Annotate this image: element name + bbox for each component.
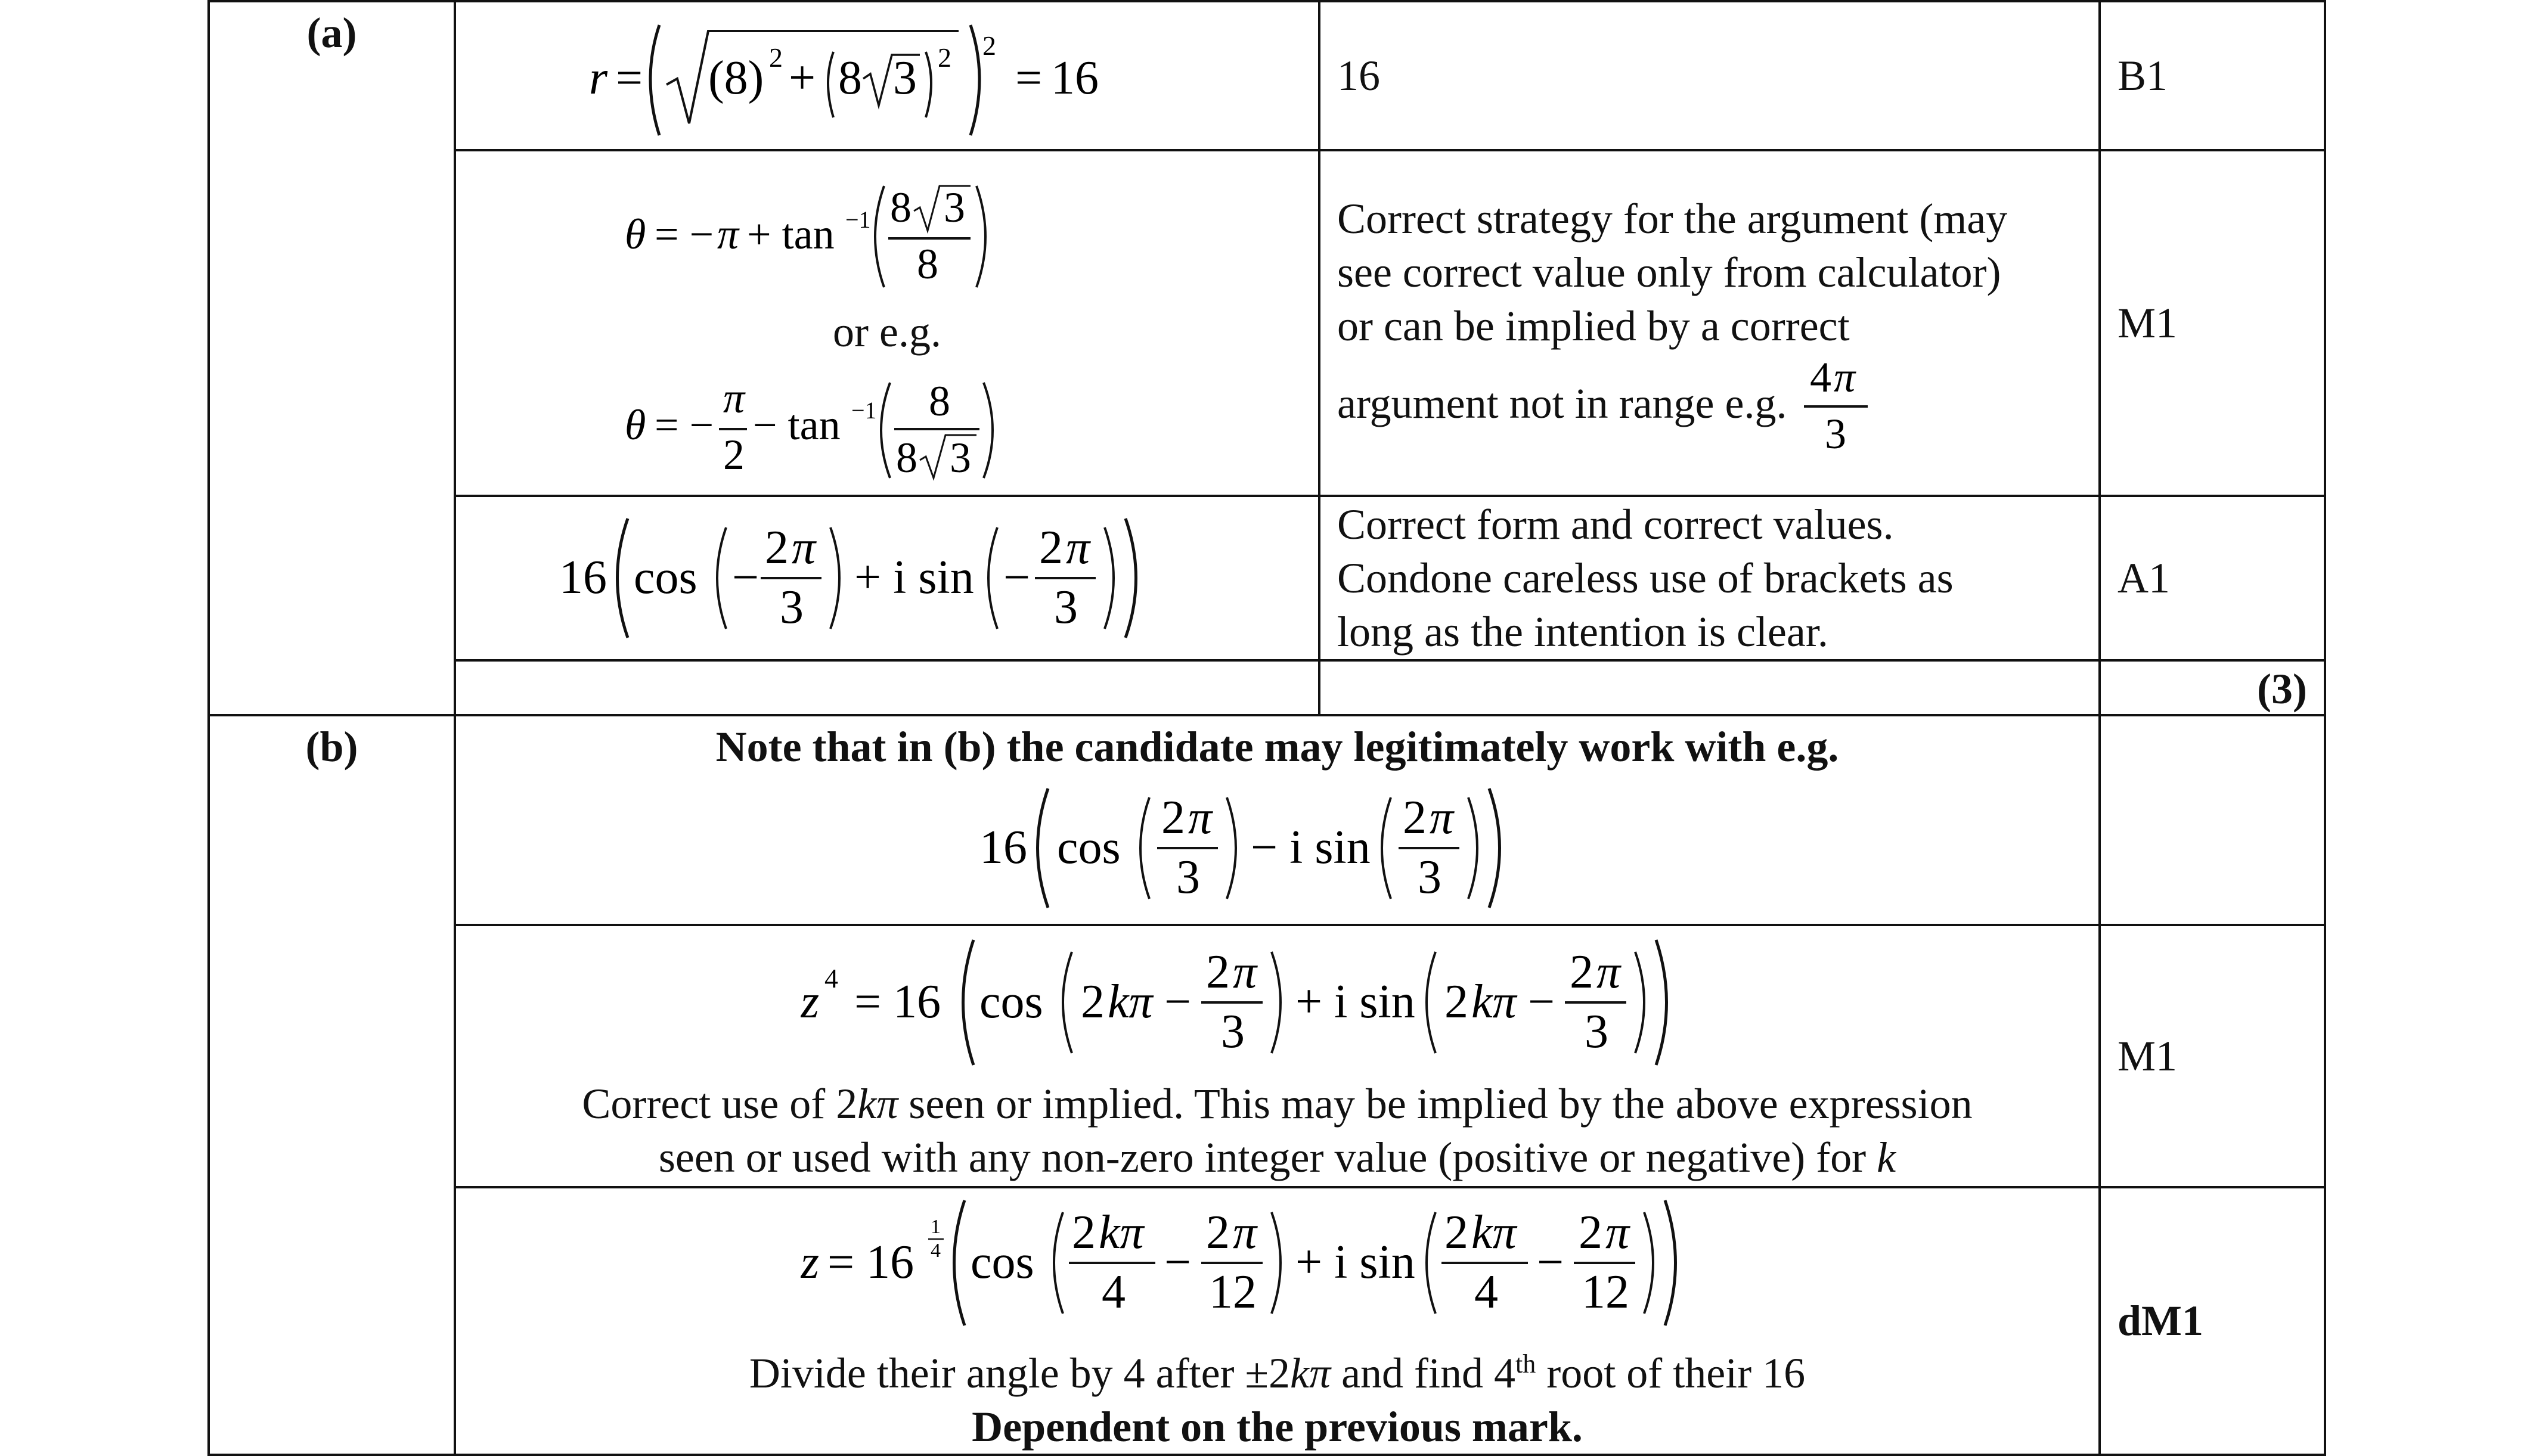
svg-text:−1: −1 <box>851 397 877 424</box>
part-total: (3) <box>2100 660 2325 715</box>
svg-text:− i sin: − i sin <box>1250 821 1371 874</box>
mark-a1: A1 <box>2100 496 2325 660</box>
svg-text:π: π <box>1188 791 1212 844</box>
part-label: (b) <box>209 715 455 1455</box>
equation-conjugate-form <box>979 774 1576 923</box>
svg-text:16: 16 <box>979 821 1027 874</box>
svg-text:4: 4 <box>1810 353 1832 401</box>
svg-text:2: 2 <box>1402 791 1427 844</box>
svg-text:3: 3 <box>1584 1005 1608 1058</box>
svg-text:2: 2 <box>1578 1206 1602 1259</box>
kpi-note-line-1: Correct use of 2kπ seen or implied. This may be implied by the above expression <box>582 1080 1973 1128</box>
svg-text:π: π <box>717 210 739 258</box>
svg-text:16: 16 <box>559 551 607 604</box>
svg-text:z: z <box>800 1236 819 1289</box>
table-row <box>209 496 2325 660</box>
svg-text:θ: θ <box>625 401 646 449</box>
svg-text:π: π <box>1596 946 1620 998</box>
svg-text:8: 8 <box>896 434 917 482</box>
table-row <box>209 660 2325 715</box>
svg-text:cos: cos <box>634 551 697 604</box>
svg-text:π: π <box>1232 1206 1257 1259</box>
svg-text:3: 3 <box>1054 581 1078 634</box>
svg-text:2: 2 <box>1444 976 1468 1028</box>
svg-text:π: π <box>792 521 816 574</box>
svg-text:π: π <box>1429 791 1453 844</box>
svg-text:−: − <box>1527 976 1555 1028</box>
svg-text:kπ: kπ <box>1471 976 1517 1028</box>
note-line: argument not in range e.g. <box>1337 380 1787 427</box>
svg-text:3: 3 <box>780 581 804 634</box>
svg-text:4: 4 <box>824 963 838 994</box>
svg-text:kπ: kπ <box>1098 1206 1144 1259</box>
svg-text:kπ: kπ <box>1107 976 1153 1028</box>
equation-modulus <box>455 1 1319 150</box>
svg-text:2: 2 <box>938 42 951 73</box>
svg-text:3: 3 <box>1825 410 1847 454</box>
equation-argument <box>455 150 1319 496</box>
svg-text:8: 8 <box>890 184 912 231</box>
note-line: or can be implied by a correct <box>1337 302 1850 350</box>
svg-text:8: 8 <box>929 377 950 425</box>
svg-text:1: 1 <box>930 1216 941 1238</box>
svg-text:= −: = − <box>655 401 714 449</box>
svg-text:3: 3 <box>893 52 917 104</box>
svg-text:4: 4 <box>930 1240 941 1262</box>
note-cell <box>455 715 2100 925</box>
equation-z4 <box>801 928 1754 1077</box>
svg-text:+ i sin: + i sin <box>1295 976 1415 1028</box>
argument-note <box>1319 150 2100 496</box>
svg-text:= 16: = 16 <box>827 1236 914 1289</box>
svg-text:kπ: kπ <box>1471 1206 1517 1259</box>
note-line: Correct form and correct values. <box>1337 501 1894 548</box>
svg-text:2: 2 <box>1205 1206 1230 1259</box>
table-row <box>209 925 2325 1187</box>
svg-text:+ i sin: + i sin <box>854 551 974 604</box>
table-row <box>209 150 2325 496</box>
mark-scheme-table <box>207 0 2326 1456</box>
answer-value: 16 <box>1319 1 2100 150</box>
svg-text:=: = <box>1015 52 1043 104</box>
svg-text:2: 2 <box>1080 976 1105 1028</box>
svg-text:2: 2 <box>1161 791 1185 844</box>
equation-polar-form <box>455 496 1319 660</box>
note-line: see correct value only from calculator) <box>1337 249 2001 296</box>
part-label: (a) <box>209 1 455 715</box>
svg-text:+ i sin: + i sin <box>1295 1236 1415 1289</box>
svg-text:−: − <box>1536 1236 1564 1289</box>
svg-text:2: 2 <box>1039 521 1063 574</box>
svg-text:12: 12 <box>1208 1266 1257 1318</box>
or-text: or e.g. <box>833 308 941 356</box>
svg-text:8: 8 <box>917 240 938 288</box>
svg-text:π: π <box>1834 353 1856 401</box>
note-line: Correct strategy for the argument (may <box>1337 195 2008 243</box>
form-note <box>1319 496 2100 660</box>
svg-text:8: 8 <box>838 52 862 104</box>
svg-text:−: − <box>732 551 759 604</box>
kpi-cell <box>455 925 2100 1187</box>
svg-text:= 16: = 16 <box>854 976 941 1028</box>
mark-m1: M1 <box>2100 925 2325 1187</box>
table-row <box>209 1187 2325 1455</box>
dependent-note: Dependent on the previous mark. <box>972 1403 1583 1451</box>
svg-text:4: 4 <box>1101 1266 1126 1318</box>
svg-text:− tan: − tan <box>753 401 841 449</box>
svg-text:2: 2 <box>982 30 996 61</box>
svg-text:z: z <box>800 976 819 1028</box>
svg-text:−: − <box>1164 976 1191 1028</box>
svg-text:cos: cos <box>1056 821 1121 874</box>
mark-m1: M1 <box>2100 150 2325 496</box>
fraction-4pi-3 <box>1801 353 1872 454</box>
svg-text:2: 2 <box>769 42 783 73</box>
svg-text:π: π <box>1232 946 1257 998</box>
svg-text:+: + <box>789 52 816 104</box>
svg-text:2: 2 <box>1205 946 1230 998</box>
svg-text:2: 2 <box>765 521 789 574</box>
table-row <box>209 715 2325 925</box>
note-line: long as the intention is clear. <box>1337 608 1828 656</box>
modulus-result: 16 <box>1051 52 1099 104</box>
svg-text:3: 3 <box>1220 1005 1245 1058</box>
svg-text:3: 3 <box>1417 851 1441 904</box>
svg-text:3: 3 <box>944 184 965 231</box>
svg-text:(8): (8) <box>708 52 764 104</box>
note-line: Condone careless use of brackets as <box>1337 554 1954 602</box>
svg-text:π: π <box>1066 521 1090 574</box>
kpi-note-line-2: seen or used with any non-zero integer value (positive or negative) for k <box>658 1134 1896 1181</box>
svg-text:π: π <box>723 374 745 422</box>
mark-dm1: dM1 <box>2100 1187 2325 1455</box>
svg-text:2: 2 <box>1071 1206 1096 1259</box>
svg-text:−1: −1 <box>845 206 871 233</box>
svg-text:4: 4 <box>1474 1266 1498 1318</box>
mark-b1: B1 <box>2100 1 2325 150</box>
svg-text:cos: cos <box>979 976 1043 1028</box>
equation-z <box>801 1188 1754 1337</box>
root-note: Divide their angle by 4 after ±2kπ and find 4th root of their 16 <box>749 1349 1806 1397</box>
svg-text:2: 2 <box>1444 1206 1468 1259</box>
svg-text:=: = <box>616 52 643 104</box>
svg-text:= −: = − <box>655 210 714 258</box>
svg-text:θ: θ <box>625 210 646 258</box>
svg-text:+ tan: + tan <box>747 210 835 258</box>
svg-text:2: 2 <box>1569 946 1593 998</box>
svg-text:−: − <box>1164 1236 1191 1289</box>
table-row <box>209 1 2325 150</box>
svg-text:π: π <box>1605 1206 1629 1259</box>
root-cell <box>455 1187 2100 1455</box>
svg-text:3: 3 <box>950 434 971 482</box>
svg-text:r: r <box>589 52 608 104</box>
svg-text:cos: cos <box>970 1236 1034 1289</box>
svg-text:−: − <box>1003 551 1031 604</box>
svg-text:12: 12 <box>1581 1266 1629 1318</box>
svg-text:3: 3 <box>1176 851 1200 904</box>
svg-text:2: 2 <box>723 431 745 479</box>
candidate-note: Note that in (b) the candidate may legitimately work with e.g. <box>715 723 1839 771</box>
